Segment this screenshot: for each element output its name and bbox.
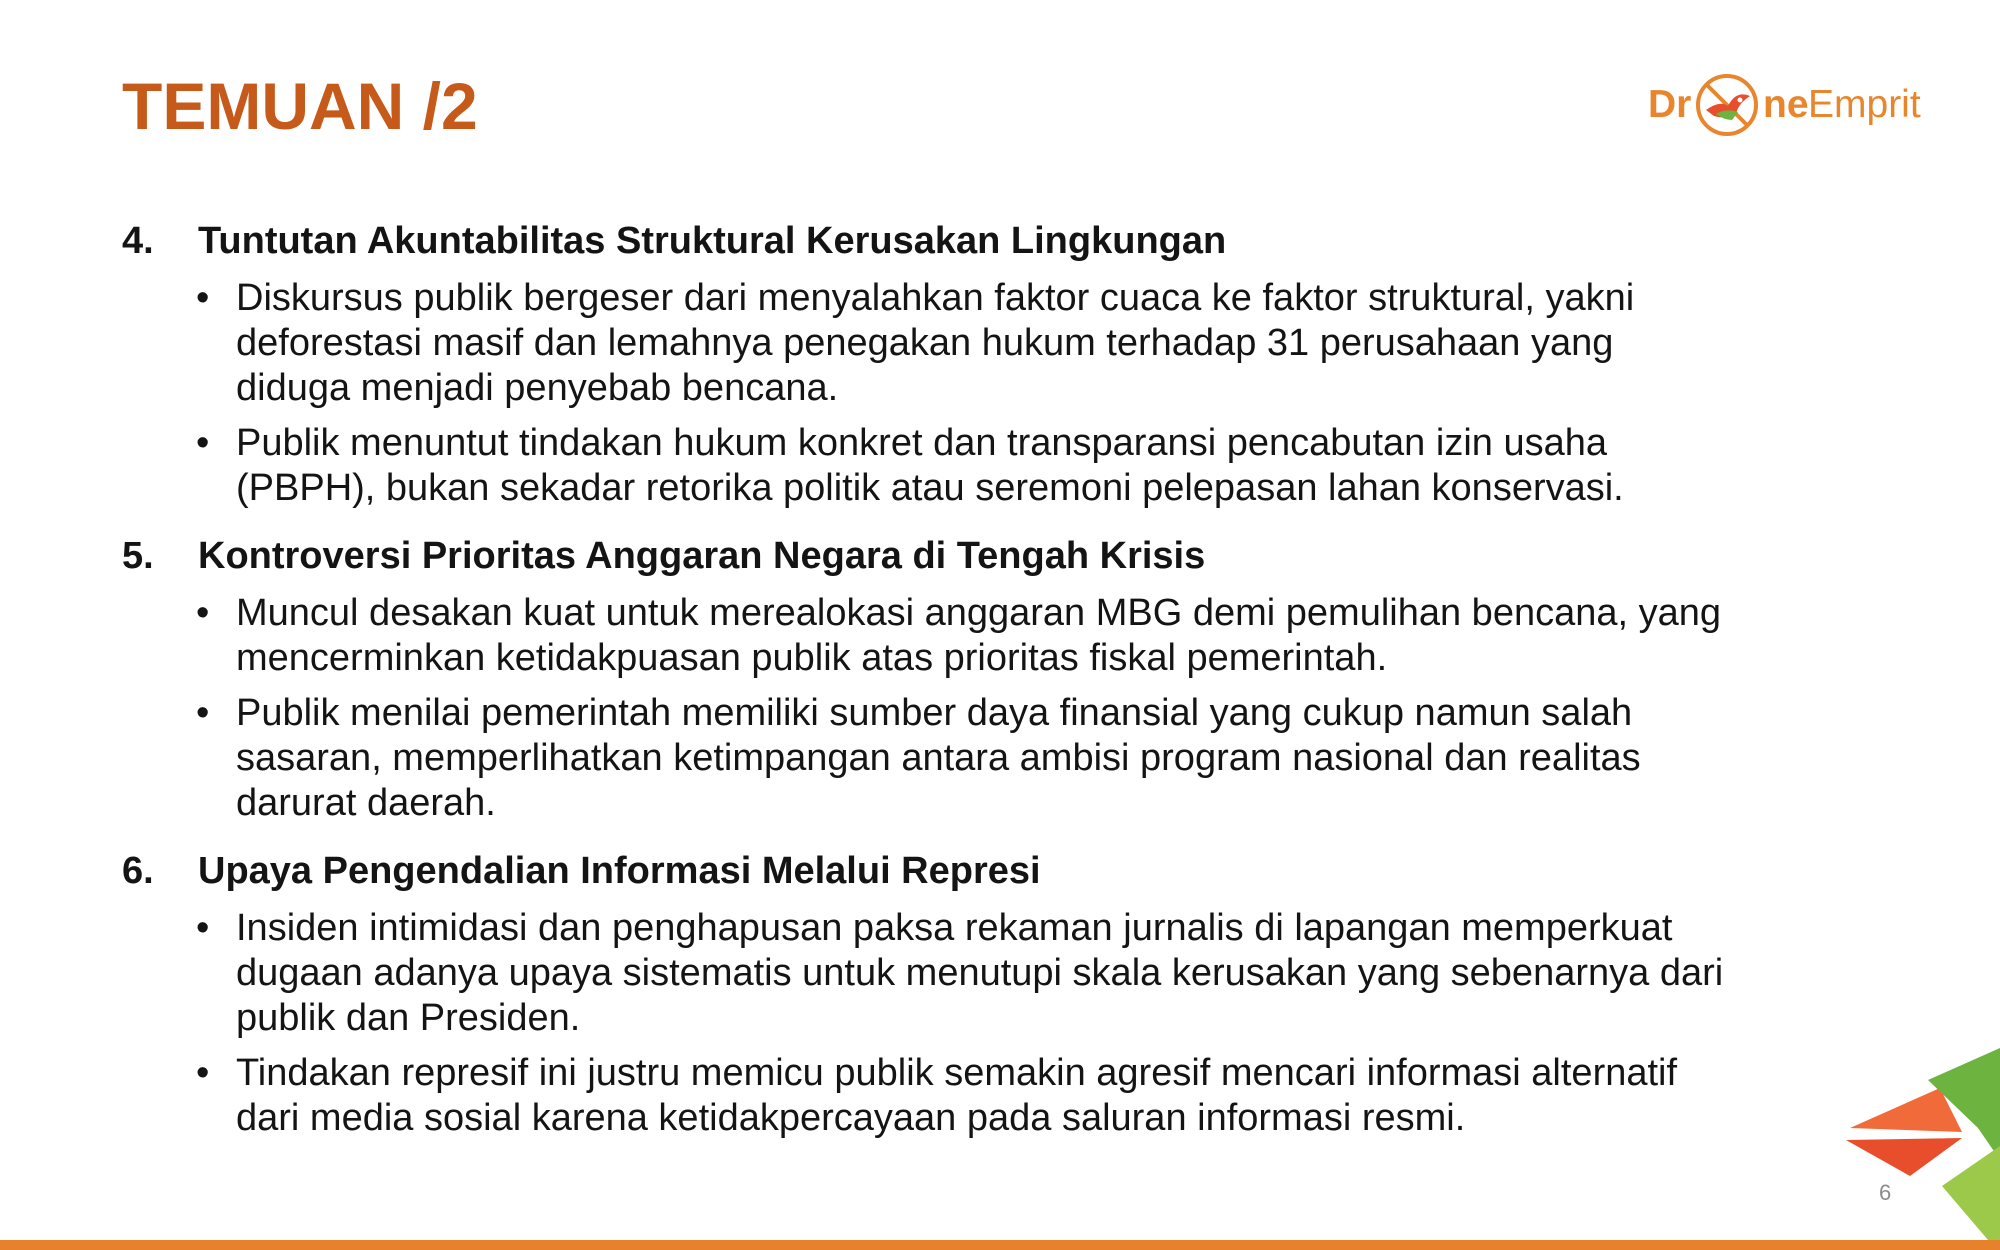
finding-title: Kontroversi Prioritas Anggaran Negara di Tengah Krisis: [198, 535, 1206, 577]
bullet-dot-icon: •: [196, 277, 210, 319]
finding-title: Upaya Pengendalian Informasi Melalui Represi: [198, 850, 1041, 892]
slide-title: TEMUAN /2: [122, 69, 478, 143]
bullet-line: Publik menilai pemerintah memiliki sumber daya finansial yang cukup namun salah: [236, 692, 1633, 734]
bullet-line: diduga menjadi penyebab bencana.: [236, 367, 839, 409]
finding-number: 5.: [122, 535, 154, 577]
bullet-dot-icon: •: [196, 422, 210, 464]
bullet-line: Tindakan represif ini justru memicu publik semakin agresif mencari informasi alternatif: [236, 1052, 1678, 1094]
bullet-line: Publik menuntut tindakan hukum konkret dan transparansi pencabutan izin usaha: [236, 422, 1607, 464]
page-number: 6: [1879, 1180, 1892, 1205]
bullet-dot-icon: •: [196, 1052, 210, 1094]
logo-text-dr: Dr: [1648, 83, 1692, 126]
bullet-line: Muncul desakan kuat untuk merealokasi anggaran MBG demi pemulihan bencana, yang: [236, 592, 1722, 634]
bullet-line: dugaan adanya upaya sistematis untuk menutupi skala kerusakan yang sebenarnya dari: [236, 952, 1724, 994]
bottom-accent-bar: [0, 1240, 2000, 1250]
bullet-line: (PBPH), bukan sekadar retorika politik atau seremoni pelepasan lahan konservasi.: [236, 467, 1624, 509]
logo-text-emprit: Emprit: [1808, 83, 1921, 126]
finding-number: 4.: [122, 220, 154, 262]
bullet-dot-icon: •: [196, 592, 210, 634]
bullet-line: dari media sosial karena ketidakpercayaan pada saluran informasi resmi.: [236, 1097, 1466, 1139]
finding-title: Tuntutan Akuntabilitas Struktural Kerusakan Lingkungan: [198, 220, 1227, 262]
bullet-line: deforestasi masif dan lemahnya penegakan hukum terhadap 31 perusahaan yang: [236, 322, 1614, 364]
bullet-dot-icon: •: [196, 692, 210, 734]
bullet-line: Insiden intimidasi dan penghapusan paksa rekaman jurnalis di lapangan memperkuat: [236, 907, 1673, 949]
finding-number: 6.: [122, 850, 154, 892]
bullet-line: publik dan Presiden.: [236, 997, 581, 1039]
bullet-dot-icon: •: [196, 907, 210, 949]
bullet-line: sasaran, memperlihatkan ketimpangan antara ambisi program nasional dan realitas: [236, 737, 1641, 779]
logo-text-ne: ne: [1763, 83, 1809, 126]
bullet-line: Diskursus publik bergeser dari menyalahkan faktor cuaca ke faktor struktural, yakni: [236, 277, 1635, 319]
bullet-line: darurat daerah.: [236, 782, 496, 824]
bullet-line: mencerminkan ketidakpuasan publik atas prioritas fiskal pemerintah.: [236, 637, 1388, 679]
